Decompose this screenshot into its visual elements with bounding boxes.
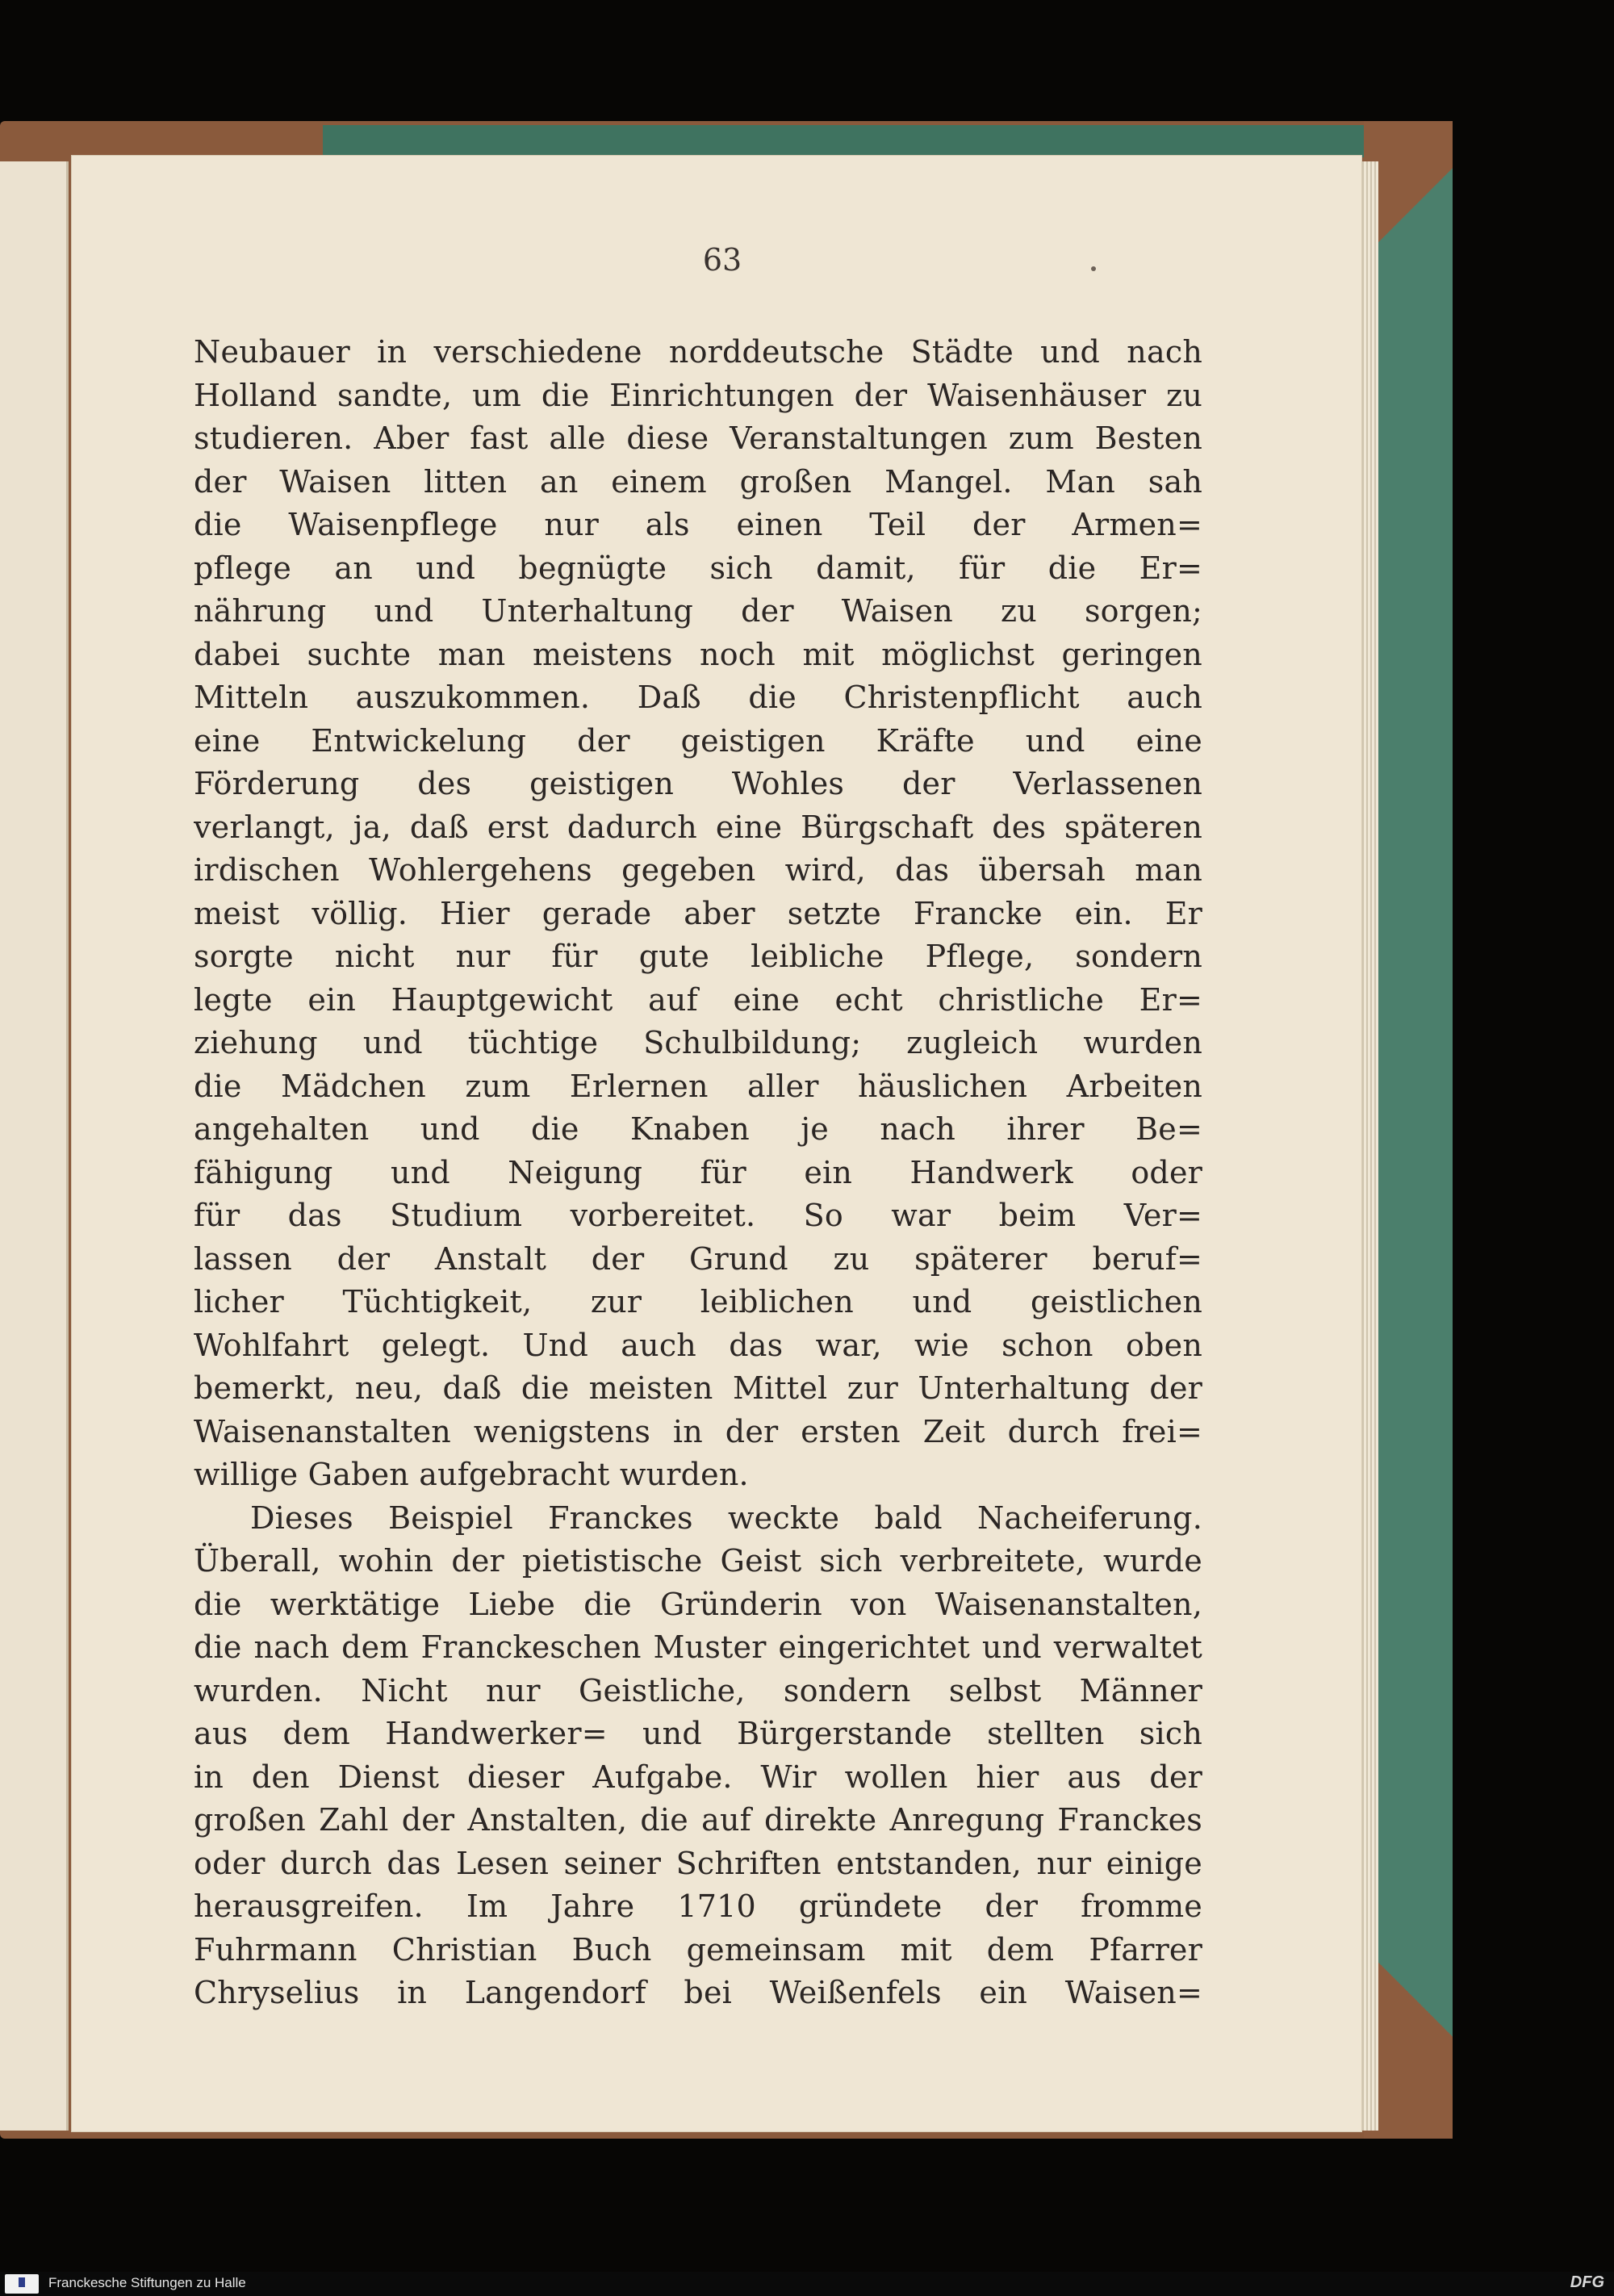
text-line: meist völlig. Hier gerade aber setzte Francke ein. Er <box>194 895 1202 931</box>
text-line: die nach dem Franckeschen Muster eingerichtet und verwaltet <box>194 1629 1202 1665</box>
text-line: Neubauer in verschiedene norddeutsche Städte und nach <box>194 334 1202 370</box>
cover-cloth-top <box>323 125 1408 157</box>
text-line: ziehung und tüchtige Schulbildung; zugleich wurden <box>194 1025 1202 1060</box>
text-line: Überall, wohin der pietistische Geist sich verbreitete, wurde <box>194 1543 1202 1579</box>
body-text <box>194 331 1202 2015</box>
page-number: 63 <box>702 242 742 278</box>
text-line: herausgreifen. Im Jahre 1710 gründete der fromme <box>194 1888 1202 1924</box>
text-line: willige Gaben aufgebracht wurden. <box>194 1457 749 1492</box>
text-line: eine Entwickelung der geistigen Kräfte und eine <box>194 722 1202 759</box>
text-line: fähigung und Neigung für ein Handwerk oder <box>194 1154 1202 1190</box>
facing-page-edge <box>0 161 69 2131</box>
text-line: die werktätige Liebe die Gründerin von Waisenanstalten, <box>194 1586 1202 1622</box>
ink-speck <box>1091 266 1096 271</box>
text-line: Wohlfahrt gelegt. Und auch das war, wie schon oben <box>194 1327 1202 1363</box>
text-line: verlangt, ja, daß erst dadurch eine Bürgschaft des späteren <box>194 809 1202 845</box>
franckesche-stiftungen-logo-icon <box>5 2274 39 2294</box>
text-line: bemerkt, neu, daß die meisten Mittel zur Unterhaltung der <box>194 1370 1202 1406</box>
footer-institution: Franckesche Stiftungen zu Halle <box>48 2275 246 2290</box>
text-line: Chryselius in Langendorf bei Weißenfels ein Waisen= <box>194 1975 1202 2010</box>
text-line: Fuhrmann Christian Buch gemeinsam mit dem Pfarrer <box>194 1931 1202 1968</box>
text-line: für das Studium vorbereitet. So war beim Ver= <box>194 1198 1202 1233</box>
text-line: angehalten und die Knaben je nach ihrer Be= <box>194 1111 1202 1147</box>
text-line: studieren. Aber fast alle diese Veranstaltungen zum Besten <box>194 420 1202 456</box>
dfg-logo: DFG <box>1570 2273 1604 2291</box>
text-line: Mitteln auszukommen. Daß die Christenpflicht auch <box>194 680 1202 715</box>
text-line: die Waisenpflege nur als einen Teil der Armen= <box>194 507 1202 542</box>
text-line: irdischen Wohlergehens gegeben wird, das übersah man <box>194 852 1202 888</box>
text-line: Förderung des geistigen Wohles der Verlassenen <box>194 766 1202 801</box>
text-line: wurden. Nicht nur Geistliche, sondern selbst Männer <box>194 1672 1202 1708</box>
text-line: dabei suchte man meistens noch mit möglichst geringen <box>194 636 1202 672</box>
text-line: pflege an und begnügte sich damit, für die Er= <box>194 550 1202 586</box>
text-line: lassen der Anstalt der Grund zu späterer beruf= <box>194 1240 1202 1277</box>
text-line: großen Zahl der Anstalten, die auf direkte Anregung Franckes <box>194 1802 1202 1838</box>
text-line: Dieses Beispiel Franckes weckte bald Nacheiferung. <box>250 1499 1202 1536</box>
text-line: Holland sandte, um die Einrichtungen der Waisenhäuser zu <box>194 377 1202 413</box>
text-line: in den Dienst dieser Aufgabe. Wir wollen hier aus der <box>194 1759 1202 1795</box>
text-line: sorgte nicht nur für gute leibliche Pflege, sondern <box>194 939 1202 974</box>
cover-cloth-right <box>1376 242 1453 1897</box>
text-line: legte ein Hauptgewicht auf eine echt christliche Er= <box>194 981 1202 1018</box>
text-line: Waisenanstalten wenigstens in der ersten Zeit durch frei= <box>194 1413 1202 1449</box>
text-line: nährung und Unterhaltung der Waisen zu sorgen; <box>194 593 1202 629</box>
footer-bar <box>0 2272 1614 2296</box>
text-line: die Mädchen zum Erlernen aller häuslichen Arbeiten <box>194 1068 1202 1104</box>
text-line: der Waisen litten an einem großen Mangel. Man sah <box>194 463 1202 500</box>
text-line: licher Tüchtigkeit, zur leiblichen und geistlichen <box>194 1284 1202 1319</box>
text-line: oder durch das Lesen seiner Schriften entstanden, nur einige <box>194 1845 1202 1881</box>
text-line: aus dem Handwerker= und Bürgerstande stellten sich <box>194 1716 1202 1751</box>
